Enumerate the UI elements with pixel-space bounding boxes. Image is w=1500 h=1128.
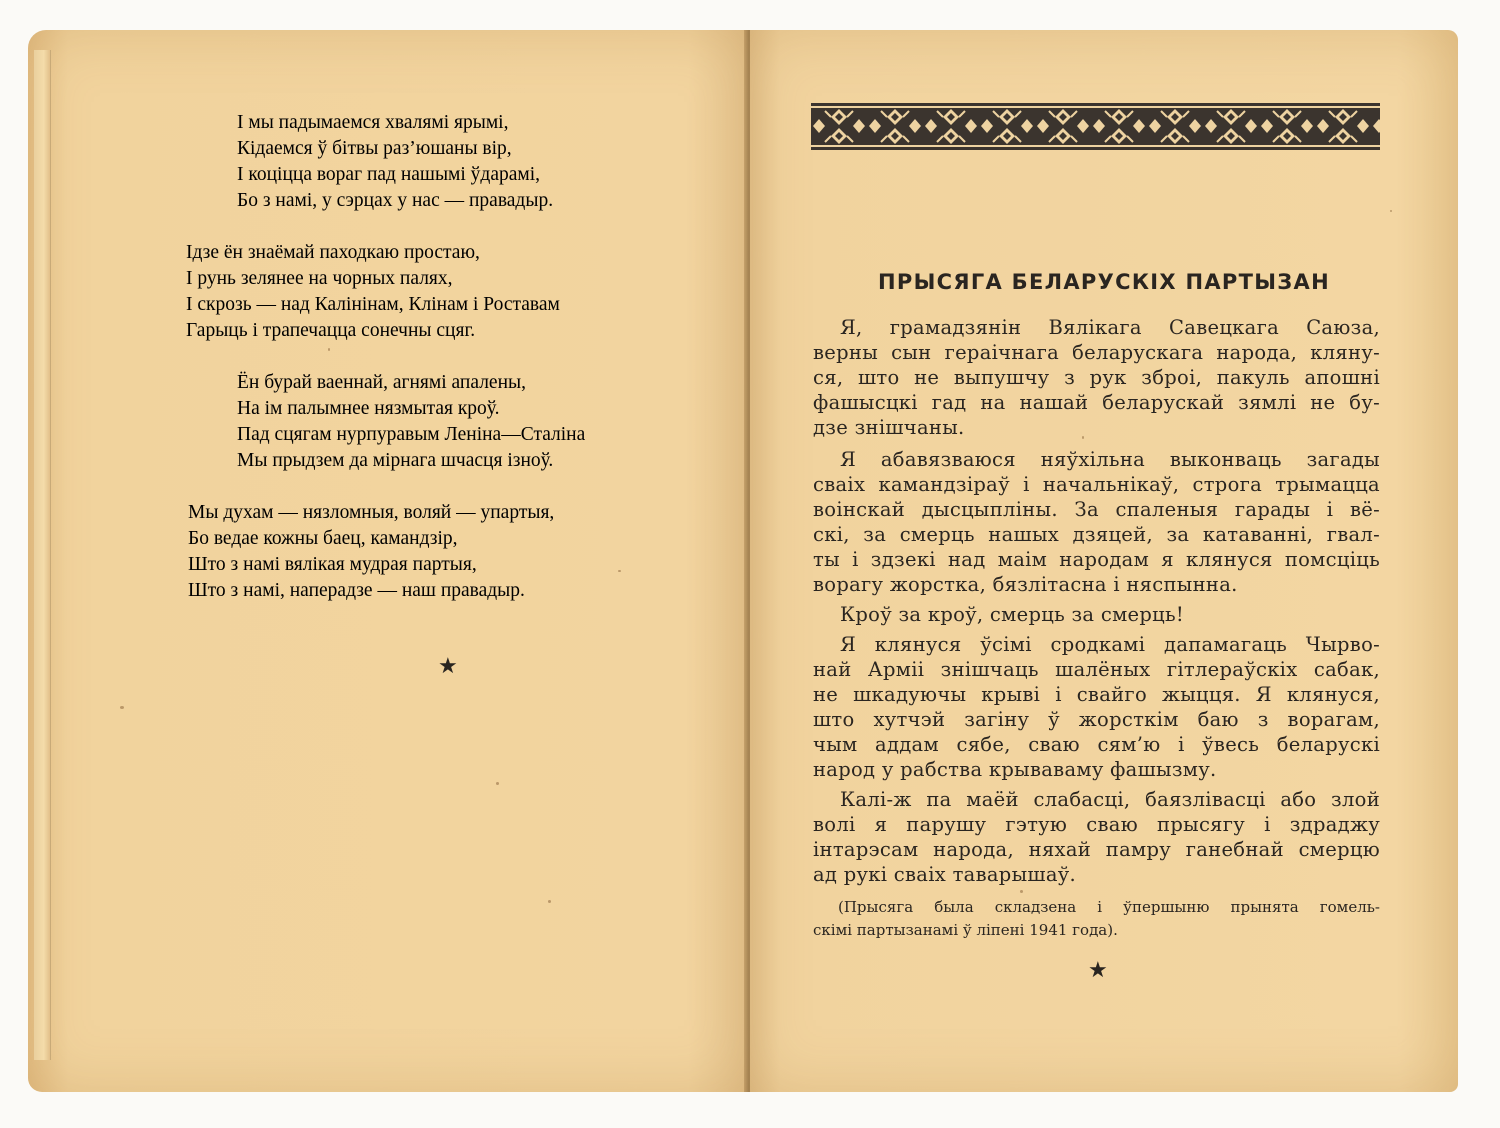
open-booklet: [28, 30, 1458, 1092]
prose-line: чым аддам сябе, сваю сям’ю і ўвесь беларускі: [813, 733, 1380, 756]
prose-line: не шкадуючы крыві і свайго жыцця. Я клянуся,: [813, 683, 1380, 706]
poem-line: І скрозь — над Калінінам, Клінам і Роставам: [186, 294, 560, 315]
poem-line: Ён бурай ваеннай, агнямі апалены,: [237, 372, 526, 393]
poem-line: Мы прыдзем да мірнага шчасця ізноў.: [237, 450, 554, 471]
prose-line: Калі-ж па маёй слабасці, баязлівасці або злой: [840, 788, 1380, 811]
left-page: [28, 30, 750, 1092]
prose-line: Я клянуся ўсімі сродкамі дапамагаць Чырво-: [840, 633, 1380, 656]
source-note-line: (Прысяга была складзена і ўпершыню прынята гомель-: [838, 898, 1380, 916]
prose-line: Я, грамадзянін Вялікага Савецкага Саюза,: [840, 316, 1380, 339]
poem-line: На ім палымнее нязмытая кроў.: [237, 398, 500, 419]
poem-line: Бо з намі, у сэрцах у нас — правадыр.: [237, 190, 554, 211]
prose-line: ад рукі сваіх таварышаў.: [813, 863, 1077, 886]
paper-speck: [328, 348, 330, 351]
poem-line: І мы падымаемся хвалямі ярымі,: [237, 112, 509, 133]
prose-line: волі я парушу гэтую сваю прысягу і здраджу: [813, 813, 1380, 836]
poem-line: Што з намі вялікая мудрая партыя,: [188, 554, 477, 575]
poem-line: Што з намі, наперадзе — наш правадыр.: [188, 580, 525, 601]
right-page: [750, 30, 1458, 1092]
prose-line: фашысцкі гад на нашай беларускай зямлі не бу-: [813, 391, 1380, 414]
paper-speck: [120, 706, 124, 709]
poem-line: Гарыць і трапечацца сонечны сцяг.: [186, 320, 476, 341]
prose-line: ся, што не выпушчу з рук зброі, пакуль апошні: [813, 366, 1380, 389]
prose-line: ты і здзекі над маім народам я клянуся помсціць: [813, 548, 1380, 571]
prose-line: Кроў за кроў, смерць за смерць!: [840, 603, 1185, 626]
prose-line: народ у рабства крываваму фашызму.: [813, 758, 1217, 781]
poem-line: Бо ведае кожны баец, камандзір,: [188, 528, 458, 549]
prose-line: Я абавязваюся няўхільна выконваць загады: [840, 448, 1380, 471]
poem-line: Пад сцягам нурпуравым Леніна—Сталіна: [237, 424, 586, 445]
paper-speck: [496, 782, 499, 785]
prose-line: сваіх камандзіраў і начальнікаў, строга трымацца: [813, 473, 1380, 496]
poem-line: Кідаемся ў бітвы раз’юшаны вір,: [237, 138, 512, 159]
prose-line: што хутчэй загіну ў жорсткім баю з ворагам,: [813, 708, 1380, 731]
prose-line: верны сын гераічнага беларускага народа, кляну-: [813, 341, 1380, 364]
folk-pattern-ornament-icon: [811, 103, 1380, 150]
paper-speck: [1390, 210, 1392, 212]
paper-speck: [1082, 436, 1084, 439]
page-edge-stack: [34, 50, 51, 1060]
poem-line: І коціцца вораг пад нашымі ўдарамі,: [237, 164, 541, 185]
source-note-line: скімі партызанамі ў ліпені 1941 года).: [813, 921, 1118, 939]
poem-line: Мы духам — нязломныя, воляй — упартыя,: [188, 502, 555, 523]
paper-speck: [1020, 890, 1023, 893]
poem-line: Ідзе ён знаёмай паходкаю простаю,: [186, 242, 480, 263]
prose-line: воінскай дысцыпліны. За спаленыя гарады і вё-: [813, 498, 1380, 521]
prose-line: інтарэсам народа, няхай памру ганебнай смерцю: [813, 838, 1380, 861]
paper-speck: [548, 900, 551, 903]
star-divider-icon: ★: [1088, 958, 1108, 983]
prose-line: най Арміі знішчаць шалёных гітлераўскіх сабак,: [813, 658, 1380, 681]
page-title: ПРЫСЯГА БЕЛАРУСКІХ ПАРТЫЗАН: [878, 270, 1330, 294]
prose-line: ворагу жорстка, бязлітасна і няспынна.: [813, 573, 1238, 596]
poem-line: І рунь зелянее на чорных палях,: [186, 268, 453, 289]
paper-speck: [618, 570, 621, 572]
prose-line: дзе знішчаны.: [813, 416, 965, 439]
star-divider-icon: ★: [438, 654, 458, 679]
prose-line: скі, за смерць нашых дзяцей, за катаванні, гвал-: [813, 523, 1380, 546]
